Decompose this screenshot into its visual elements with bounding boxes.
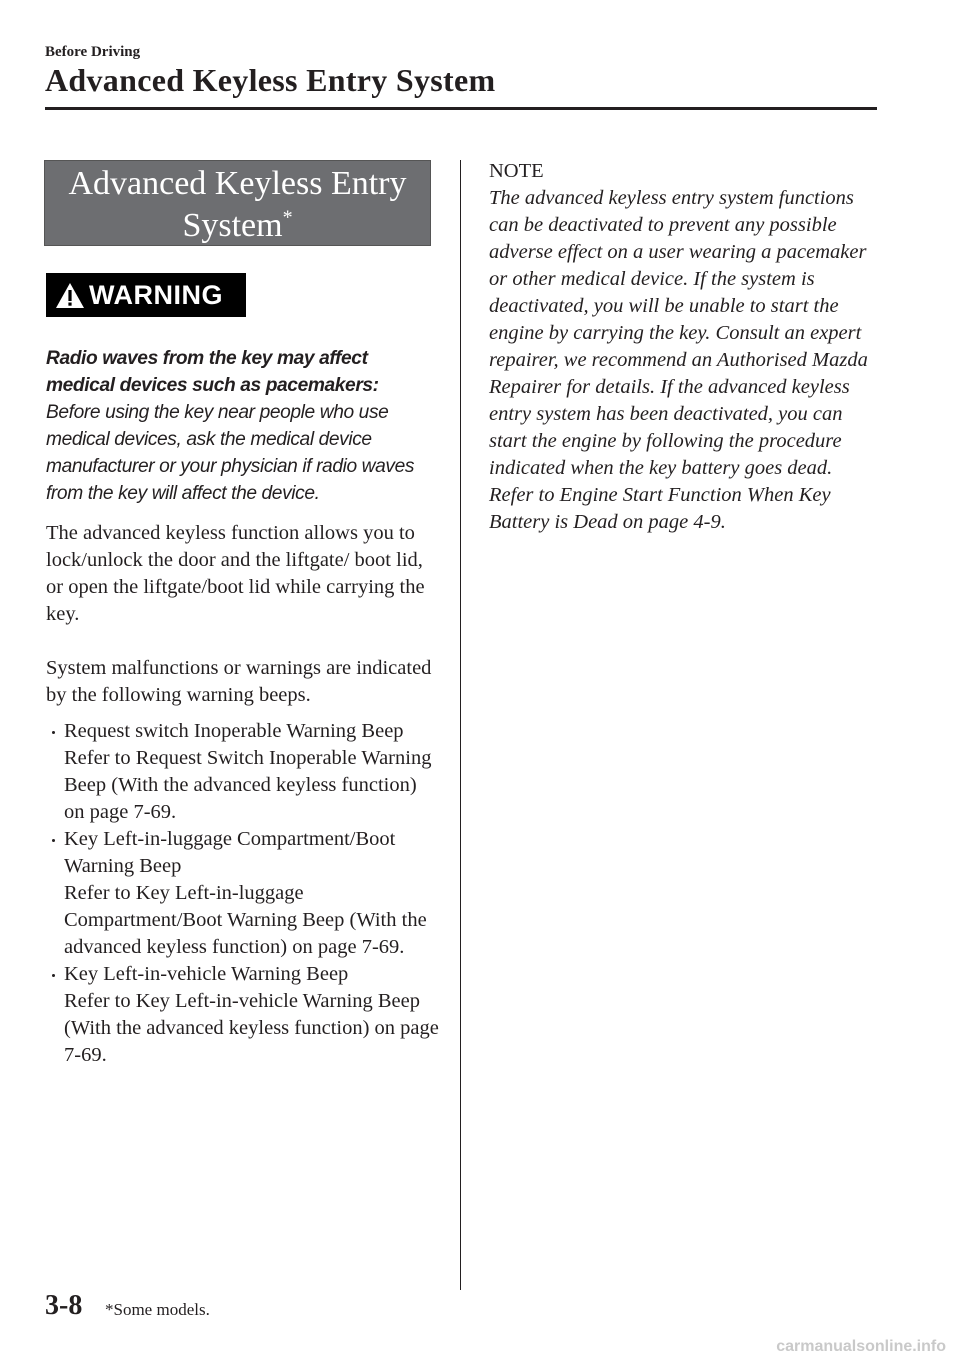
footnote: *Some models. bbox=[105, 1300, 210, 1319]
section-heading-text: Advanced Keyless Entry System bbox=[68, 165, 407, 244]
list-item bbox=[46, 826, 441, 961]
note-body: The advanced keyless entry system functions can be deactivated to prevent any possible adverse effect on a user wearing a pacemaker or other medical device. If the system is deactivated, you will be unable to start the engine by carrying the key. Consult an expert repairer, we recommend an Authorised Mazda Repairer for details. If the advanced keyless entry system has been deactivated, you can start the engine by following the procedure indicated when the key battery goes dead. bbox=[489, 187, 868, 479]
warning-lead: Radio waves from the key may affect medical devices such as pacemakers: bbox=[46, 348, 379, 396]
some-models-marker: * bbox=[282, 206, 293, 229]
page-number: 3-8 bbox=[45, 1290, 83, 1321]
list-item-title: Key Left-in-luggage Compartment/Boot Warning Beep bbox=[64, 828, 396, 877]
warning-badge bbox=[46, 273, 246, 317]
list-item-ref: Refer to Request Switch Inoperable Warning Beep (With the advanced keyless function) on page 7-69. bbox=[64, 747, 432, 823]
list-item-title: Key Left-in-vehicle Warning Beep bbox=[64, 963, 349, 985]
watermark: carmanualsonline.info bbox=[776, 1338, 946, 1355]
note-block bbox=[489, 158, 879, 536]
malfunction-paragraph: System malfunctions or warnings are indicated by the following warning beeps. bbox=[46, 657, 432, 706]
title-divider bbox=[45, 107, 877, 110]
warning-beep-list bbox=[46, 718, 441, 1069]
section-label: Before Driving bbox=[45, 44, 141, 60]
list-item bbox=[46, 961, 441, 1069]
intro-paragraph: The advanced keyless function allows you to lock/unlock the door and the liftgate/ boot lid, or open the liftgate/boot lid while carrying the key. bbox=[46, 522, 425, 625]
column-divider bbox=[460, 160, 461, 1290]
page-title: Advanced Keyless Entry System bbox=[45, 62, 496, 98]
warning-triangle-icon bbox=[55, 282, 85, 309]
warning-body bbox=[46, 345, 441, 507]
note-label: NOTE bbox=[489, 160, 544, 182]
section-heading bbox=[44, 160, 431, 246]
list-item-ref: Refer to Key Left-in-vehicle Warning Beep (With the advanced keyless function) on page 7-69. bbox=[64, 990, 439, 1066]
list-item-title: Request switch Inoperable Warning Beep bbox=[64, 720, 404, 742]
list-item bbox=[46, 718, 441, 826]
note-ref: Refer to Engine Start Function When Key Battery is Dead on page 4-9. bbox=[489, 484, 831, 533]
list-item-ref: Refer to Key Left-in-luggage Compartment/Boot Warning Beep (With the advanced keyless function) on page 7-69. bbox=[64, 882, 427, 958]
warning-label: WARNING bbox=[89, 279, 223, 310]
warning-text: Before using the key near people who use medical devices, ask the medical device manufacturer or your physician if radio waves from the key will affect the device. bbox=[46, 402, 415, 504]
